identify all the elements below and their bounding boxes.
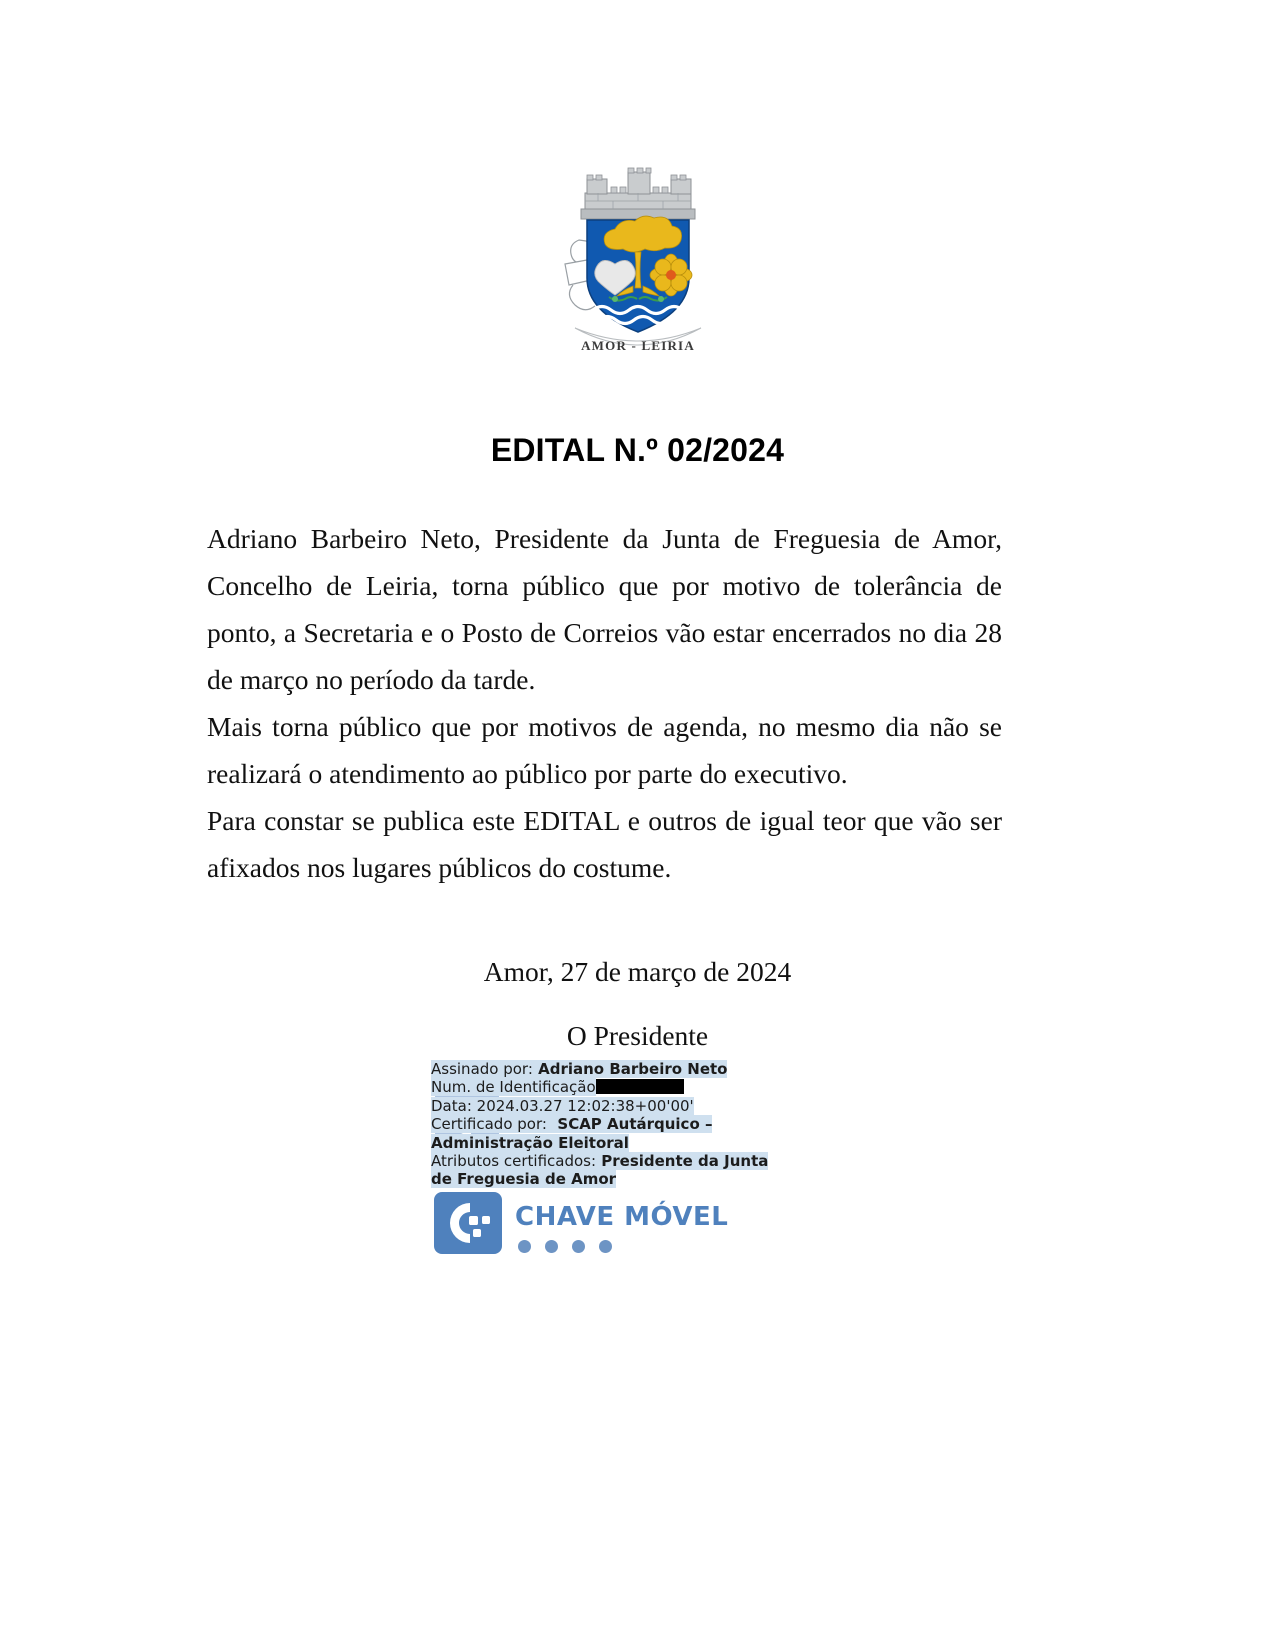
certified-attributes-value: Presidente da Junta de Freguesia de Amor: [431, 1152, 769, 1189]
signature-detail-lines: [431, 1060, 791, 1189]
identification-redacted-bar: [596, 1079, 684, 1094]
certified-by-value: SCAP Autárquico – Administração Eleitoral: [431, 1115, 713, 1152]
motto-text: AMOR - LEIRIA: [580, 338, 695, 353]
chave-movel-dot: [572, 1240, 585, 1253]
certified-by-label: Certificado por:: [431, 1115, 547, 1134]
closing-block: [0, 950, 1275, 1058]
digital-signature-stamp: [431, 1060, 791, 1189]
signature-identification-line: [431, 1078, 791, 1096]
signer-role: O Presidente: [566, 1020, 709, 1051]
chave-movel-dots: [515, 1240, 612, 1253]
place-and-date: Amor, 27 de março de 2024: [483, 956, 792, 987]
signature-attributes-line: [431, 1152, 791, 1189]
paragraph-1: Adriano Barbeiro Neto, Presidente da Junta de Freguesia de Amor, Concelho de Leiria, torna público que por motivo de tolerância de ponto, a Secretaria e o Posto de Correios vão estar encerrados no dia 28 de março no período da tarde.: [207, 523, 1002, 695]
chave-movel-logo: [434, 1192, 728, 1254]
paragraph-3: Para constar se publica este EDITAL e outros de igual teor que vão ser afixados nos lugares públicos do costume.: [207, 805, 1002, 883]
chave-movel-wordmark: CHAVE MÓVEL: [515, 1202, 729, 1232]
chave-movel-dot: [599, 1240, 612, 1253]
signature-date-line: [431, 1097, 791, 1115]
chave-movel-text-block: [515, 1192, 728, 1253]
paragraph-2: Mais torna público que por motivos de agenda, no mesmo dia não se realizará o atendimento ao público por parte do executivo.: [207, 711, 1002, 789]
coat-of-arms: [0, 160, 1275, 355]
mural-crown-icon: [581, 168, 695, 219]
chave-movel-dot: [518, 1240, 531, 1253]
signature-certified-by-line: [431, 1115, 791, 1152]
signed-by-label: Assinado por:: [431, 1060, 533, 1078]
identification-label: Num. de Identificação: [431, 1078, 596, 1097]
signer-name: Adriano Barbeiro Neto: [538, 1060, 728, 1078]
date-value: 2024.03.27 12:02:38+00'00': [476, 1096, 694, 1115]
date-label: Data:: [431, 1096, 472, 1115]
document-body: [207, 515, 1002, 891]
chave-movel-mark-icon: [434, 1192, 502, 1254]
chave-movel-dot: [545, 1240, 558, 1253]
date-spacer: [472, 1097, 477, 1115]
coat-of-arms-icon: [543, 160, 733, 355]
signature-signed-by-line: [431, 1060, 791, 1078]
page-title: EDITAL N.º 02/2024: [490, 432, 785, 468]
certified-attributes-label: Atributos certificados:: [431, 1152, 597, 1171]
certified-by-spacer: [547, 1115, 557, 1133]
